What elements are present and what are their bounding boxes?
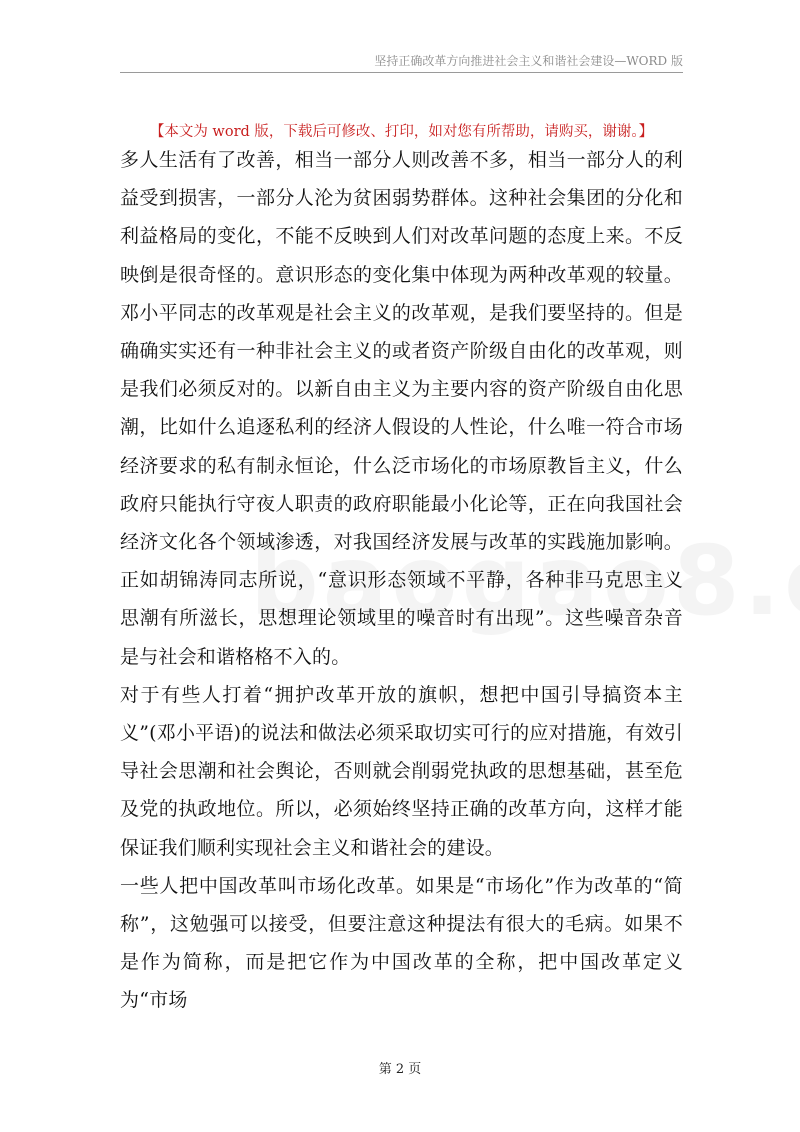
paragraph: 多人生活有了改善，相当一部分人则改善不多，相当一部分人的利益受到损害，一部分人沦为贫困弱势群体。这种社会集团的分化和利益格局的变化，不能不反映到人们对改革问题的态度上来。不反映倒是很奇怪的。意识形态的变化集中体现为两种改革观的较量。邓小平同志的改革观是社会主义的改革观，是我们要坚持的。但是确确实实还有一种非社会主义的或者资产阶级自由化的改革观，则是我们必须反对的。以新自由主义为主要内容的资产阶级自由化思潮，比如什么追逐私利的经济人假设的人性论，什么唯一符合市场经济要求的私有制永恒论，什么泛市场化的市场原教旨主义，什么政府只能执行守夜人职责的政府职能最小化论等，正在向我国社会经济文化各个领域渗透，对我国经济发展与改革的实践施加影响。正如胡锦涛同志所说，“意识形态领域不平静，各种非马克思主义思潮有所滋长，思想理论领域里的噪音时有出现”。这些噪音杂音是与社会和谐格格不入的。	[120, 149, 683, 668]
running-header: 坚持正确改革方向推进社会主义和谐社会建设—WORD 版	[374, 54, 683, 68]
purchase-notice: 【本文为 word 版，下载后可修改、打印，如对您有所帮助，请购买，谢谢。】	[149, 124, 654, 140]
document-body	[120, 141, 683, 1020]
paragraph: 一些人把中国改革叫市场化改革。如果是“市场化”作为改革的“简称”，这勉强可以接受，但要注意这种提法有很大的毛病。如果不是作为简称，而是把它作为中国改革的全称，把中国改革定义为“市场	[120, 874, 683, 1012]
page-number: 第 2 页	[378, 1062, 422, 1077]
header-divider	[120, 72, 683, 73]
paragraph: 对于有些人打着“拥护改革开放的旗帜，想把中国引导搞资本主义”(邓小平语)的说法和做法必须采取切实可行的应对措施，有效引导社会思潮和社会舆论，否则就会削弱党执政的思想基础，甚至危及党的执政地位。所以，必须始终坚持正确的改革方向，这样才能保证我们顺利实现社会主义和谐社会的建设。	[120, 683, 683, 859]
